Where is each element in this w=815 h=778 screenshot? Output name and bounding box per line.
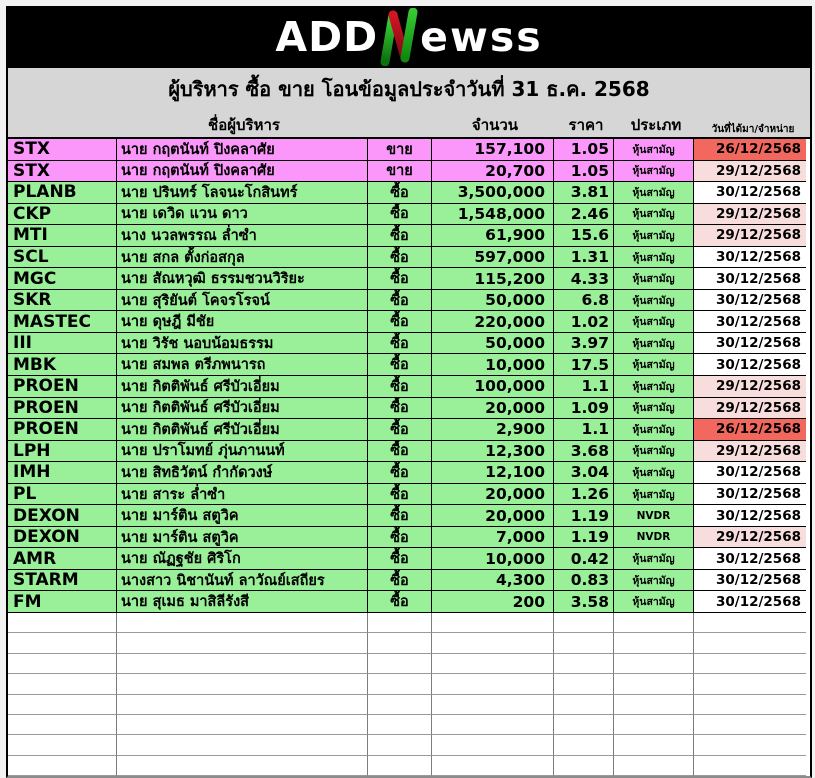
empty-cell bbox=[432, 695, 554, 715]
date-cell: 30/12/2568 bbox=[694, 505, 806, 527]
empty-cell bbox=[614, 756, 694, 776]
empty-cell bbox=[694, 695, 806, 715]
ticker-cell: PROEN bbox=[8, 419, 117, 441]
date-cell: 30/12/2568 bbox=[694, 591, 806, 613]
amount-cell: 10,000 bbox=[432, 548, 554, 570]
name-cell: นาย ปรินทร์ โลจนะโกสินทร์ bbox=[117, 182, 368, 204]
price-cell: 3.58 bbox=[554, 591, 614, 613]
name-cell: นาย สุเมธ มาสิลีรังสี bbox=[117, 591, 368, 613]
side-cell: ซื้อ bbox=[368, 333, 432, 355]
ticker-cell: SKR bbox=[8, 290, 117, 312]
empty-cell bbox=[117, 633, 368, 653]
empty-cell bbox=[694, 654, 806, 674]
name-cell: นาย กฤตนันท์ ปิงคลาศัย bbox=[117, 139, 368, 161]
table-row bbox=[8, 527, 810, 549]
price-cell: 1.19 bbox=[554, 505, 614, 527]
amount-cell: 100,000 bbox=[432, 376, 554, 398]
type-cell: หุ้นสามัญ bbox=[614, 247, 694, 269]
table-row bbox=[8, 376, 810, 398]
page bbox=[6, 6, 812, 775]
empty-cell bbox=[117, 613, 368, 633]
logo-text-add: ADD bbox=[275, 12, 379, 61]
amount-cell: 20,000 bbox=[432, 398, 554, 420]
amount-cell: 7,000 bbox=[432, 527, 554, 549]
type-cell: หุ้นสามัญ bbox=[614, 419, 694, 441]
side-cell: ซื้อ bbox=[368, 311, 432, 333]
name-cell: นาย สิทธิวัตน์ กำกัดวงษ์ bbox=[117, 462, 368, 484]
type-cell: หุ้นสามัญ bbox=[614, 376, 694, 398]
ticker-cell: MTI bbox=[8, 225, 117, 247]
date-cell: 26/12/2568 bbox=[694, 419, 806, 441]
empty-cell bbox=[432, 674, 554, 694]
empty-row bbox=[8, 715, 810, 735]
price-cell: 1.02 bbox=[554, 311, 614, 333]
empty-row bbox=[8, 735, 810, 755]
price-cell: 3.81 bbox=[554, 182, 614, 204]
table-row bbox=[8, 591, 810, 613]
ticker-cell: MBK bbox=[8, 354, 117, 376]
amount-cell: 3,500,000 bbox=[432, 182, 554, 204]
type-cell: หุ้นสามัญ bbox=[614, 204, 694, 226]
empty-cell bbox=[368, 735, 432, 755]
date-cell: 30/12/2568 bbox=[694, 182, 806, 204]
date-cell: 29/12/2568 bbox=[694, 225, 806, 247]
table-row bbox=[8, 354, 810, 376]
name-cell: นาย สกล ตั้งก่อสกุล bbox=[117, 247, 368, 269]
empty-cell bbox=[368, 715, 432, 735]
page-title: ผู้บริหาร ซื้อ ขาย โอนข้อมูลประจำวันที่ 31 ธ.ค. 2568 bbox=[168, 77, 650, 101]
empty-cell bbox=[8, 695, 117, 715]
price-cell: 1.05 bbox=[554, 161, 614, 183]
table-row bbox=[8, 311, 810, 333]
table-row bbox=[8, 333, 810, 355]
empty-row bbox=[8, 633, 810, 653]
table-row bbox=[8, 182, 810, 204]
empty-cell bbox=[432, 715, 554, 735]
empty-cell bbox=[694, 735, 806, 755]
empty-cell bbox=[554, 674, 614, 694]
ticker-cell: PL bbox=[8, 484, 117, 506]
price-cell: 1.1 bbox=[554, 376, 614, 398]
date-cell: 30/12/2568 bbox=[694, 484, 806, 506]
ticker-cell: STX bbox=[8, 139, 117, 161]
type-cell: หุ้นสามัญ bbox=[614, 333, 694, 355]
type-cell: หุ้นสามัญ bbox=[614, 182, 694, 204]
column-headers bbox=[8, 111, 810, 137]
name-cell: นาย ปราโมทย์ ภุ่นภานนท์ bbox=[117, 441, 368, 463]
name-cell: นาย กิตติพันธ์ ศรีบัวเอี่ยม bbox=[117, 376, 368, 398]
type-cell: หุ้นสามัญ bbox=[614, 398, 694, 420]
table-row bbox=[8, 419, 810, 441]
price-cell: 0.42 bbox=[554, 548, 614, 570]
side-cell: ซื้อ bbox=[368, 290, 432, 312]
empty-cell bbox=[614, 613, 694, 633]
price-cell: 3.97 bbox=[554, 333, 614, 355]
price-cell: 3.68 bbox=[554, 441, 614, 463]
empty-cell bbox=[694, 674, 806, 694]
type-cell: หุ้นสามัญ bbox=[614, 548, 694, 570]
empty-cell bbox=[117, 674, 368, 694]
amount-cell: 2,900 bbox=[432, 419, 554, 441]
empty-cell bbox=[432, 756, 554, 776]
name-cell: นาย กฤตนันท์ ปิงคลาศัย bbox=[117, 161, 368, 183]
price-cell: 17.5 bbox=[554, 354, 614, 376]
table-row bbox=[8, 505, 810, 527]
empty-cell bbox=[8, 613, 117, 633]
column-header-price: ราคา bbox=[568, 116, 604, 134]
empty-cell bbox=[368, 613, 432, 633]
name-cell: นาย สาระ ล่ำซำ bbox=[117, 484, 368, 506]
date-cell: 30/12/2568 bbox=[694, 268, 806, 290]
side-cell: ซื้อ bbox=[368, 505, 432, 527]
type-cell: หุ้นสามัญ bbox=[614, 462, 694, 484]
ticker-cell: AMR bbox=[8, 548, 117, 570]
ticker-cell: PROEN bbox=[8, 398, 117, 420]
empty-cell bbox=[432, 613, 554, 633]
side-cell: ซื้อ bbox=[368, 548, 432, 570]
name-cell: นางสาว นิชานันท์ ลาวัณย์เสถียร bbox=[117, 570, 368, 592]
type-cell: NVDR bbox=[614, 527, 694, 549]
empty-cell bbox=[8, 633, 117, 653]
empty-cell bbox=[554, 633, 614, 653]
price-cell: 1.26 bbox=[554, 484, 614, 506]
side-cell: ซื้อ bbox=[368, 441, 432, 463]
side-cell: ขาย bbox=[368, 161, 432, 183]
name-cell: นาย ณัฏฐชัย ศิริโก bbox=[117, 548, 368, 570]
empty-row bbox=[8, 654, 810, 674]
table-row bbox=[8, 484, 810, 506]
empty-cell bbox=[554, 613, 614, 633]
empty-cell bbox=[554, 735, 614, 755]
table-row bbox=[8, 290, 810, 312]
column-header-amount: จำนวน bbox=[471, 116, 519, 134]
amount-cell: 157,100 bbox=[432, 139, 554, 161]
date-cell: 29/12/2568 bbox=[694, 376, 806, 398]
empty-cell bbox=[8, 674, 117, 694]
type-cell: หุ้นสามัญ bbox=[614, 354, 694, 376]
name-cell: นาย มาร์ติน สตูวิค bbox=[117, 505, 368, 527]
date-cell: 30/12/2568 bbox=[694, 333, 806, 355]
type-cell: หุ้นสามัญ bbox=[614, 591, 694, 613]
empty-cell bbox=[432, 633, 554, 653]
price-cell: 1.31 bbox=[554, 247, 614, 269]
side-cell: ซื้อ bbox=[368, 462, 432, 484]
column-header-date: วันที่ได้มา/จำหน่าย bbox=[711, 124, 795, 135]
name-cell: นาย สัณหวุฒิ ธรรมชวนวิริยะ bbox=[117, 268, 368, 290]
table-row bbox=[8, 247, 810, 269]
side-cell: ขาย bbox=[368, 139, 432, 161]
date-cell: 30/12/2568 bbox=[694, 548, 806, 570]
date-cell: 30/12/2568 bbox=[694, 462, 806, 484]
price-cell: 15.6 bbox=[554, 225, 614, 247]
empty-cell bbox=[554, 715, 614, 735]
table-row bbox=[8, 268, 810, 290]
empty-cell bbox=[368, 756, 432, 776]
ticker-cell: PLANB bbox=[8, 182, 117, 204]
amount-cell: 61,900 bbox=[432, 225, 554, 247]
empty-cell bbox=[614, 674, 694, 694]
empty-grid-rows bbox=[6, 613, 812, 778]
price-cell: 4.33 bbox=[554, 268, 614, 290]
price-cell: 6.8 bbox=[554, 290, 614, 312]
type-cell: หุ้นสามัญ bbox=[614, 268, 694, 290]
amount-cell: 10,000 bbox=[432, 354, 554, 376]
empty-row bbox=[8, 674, 810, 694]
type-cell: หุ้นสามัญ bbox=[614, 311, 694, 333]
ticker-cell: STARM bbox=[8, 570, 117, 592]
empty-cell bbox=[614, 633, 694, 653]
logo-n-icon bbox=[376, 8, 422, 66]
type-cell: NVDR bbox=[614, 505, 694, 527]
amount-cell: 50,000 bbox=[432, 290, 554, 312]
date-cell: 29/12/2568 bbox=[694, 204, 806, 226]
ticker-cell: DEXON bbox=[8, 505, 117, 527]
empty-cell bbox=[368, 633, 432, 653]
side-cell: ซื้อ bbox=[368, 376, 432, 398]
name-cell: นาย มาร์ติน สตูวิค bbox=[117, 527, 368, 549]
empty-cell bbox=[614, 715, 694, 735]
ticker-cell: III bbox=[8, 333, 117, 355]
empty-row bbox=[8, 756, 810, 776]
name-cell: นาย เดวิด แวน ดาว bbox=[117, 204, 368, 226]
amount-cell: 20,000 bbox=[432, 484, 554, 506]
amount-cell: 115,200 bbox=[432, 268, 554, 290]
ticker-cell: MGC bbox=[8, 268, 117, 290]
side-cell: ซื้อ bbox=[368, 225, 432, 247]
table-row bbox=[8, 204, 810, 226]
date-cell: 30/12/2568 bbox=[694, 290, 806, 312]
table-row bbox=[8, 462, 810, 484]
empty-row bbox=[8, 695, 810, 715]
ticker-cell: STX bbox=[8, 161, 117, 183]
price-cell: 2.46 bbox=[554, 204, 614, 226]
empty-cell bbox=[694, 613, 806, 633]
table-row bbox=[8, 398, 810, 420]
amount-cell: 4,300 bbox=[432, 570, 554, 592]
ticker-cell: MASTEC bbox=[8, 311, 117, 333]
amount-cell: 50,000 bbox=[432, 333, 554, 355]
empty-cell bbox=[8, 756, 117, 776]
amount-cell: 20,000 bbox=[432, 505, 554, 527]
logo-banner bbox=[6, 6, 812, 68]
date-cell: 30/12/2568 bbox=[694, 247, 806, 269]
side-cell: ซื้อ bbox=[368, 268, 432, 290]
amount-cell: 200 bbox=[432, 591, 554, 613]
ticker-cell: DEXON bbox=[8, 527, 117, 549]
price-cell: 1.05 bbox=[554, 139, 614, 161]
date-cell: 26/12/2568 bbox=[694, 139, 806, 161]
table-row bbox=[8, 548, 810, 570]
type-cell: หุ้นสามัญ bbox=[614, 161, 694, 183]
ticker-cell: CKP bbox=[8, 204, 117, 226]
empty-cell bbox=[554, 654, 614, 674]
date-cell: 30/12/2568 bbox=[694, 311, 806, 333]
ticker-cell: PROEN bbox=[8, 376, 117, 398]
date-cell: 29/12/2568 bbox=[694, 398, 806, 420]
side-cell: ซื้อ bbox=[368, 247, 432, 269]
table-row bbox=[8, 570, 810, 592]
price-cell: 3.04 bbox=[554, 462, 614, 484]
name-cell: นาย กิตติพันธ์ ศรีบัวเอี่ยม bbox=[117, 419, 368, 441]
side-cell: ซื้อ bbox=[368, 204, 432, 226]
empty-cell bbox=[8, 654, 117, 674]
date-cell: 30/12/2568 bbox=[694, 354, 806, 376]
amount-cell: 1,548,000 bbox=[432, 204, 554, 226]
empty-cell bbox=[694, 633, 806, 653]
table-header bbox=[6, 68, 812, 137]
empty-cell bbox=[368, 695, 432, 715]
name-cell: นาย สมพล ตรีภพนารถ bbox=[117, 354, 368, 376]
date-cell: 29/12/2568 bbox=[694, 161, 806, 183]
column-header-type: ประเภท bbox=[630, 116, 682, 134]
side-cell: ซื้อ bbox=[368, 527, 432, 549]
empty-cell bbox=[432, 735, 554, 755]
type-cell: หุ้นสามัญ bbox=[614, 225, 694, 247]
empty-cell bbox=[117, 654, 368, 674]
type-cell: หุ้นสามัญ bbox=[614, 484, 694, 506]
data-table bbox=[6, 137, 812, 613]
price-cell: 1.19 bbox=[554, 527, 614, 549]
column-header-name: ชื่อผู้บริหาร bbox=[208, 116, 280, 134]
empty-cell bbox=[117, 695, 368, 715]
empty-cell bbox=[8, 715, 117, 735]
table-row bbox=[8, 139, 810, 161]
date-cell: 29/12/2568 bbox=[694, 441, 806, 463]
name-cell: นาย กิตติพันธ์ ศรีบัวเอี่ยม bbox=[117, 398, 368, 420]
empty-cell bbox=[614, 695, 694, 715]
price-cell: 1.1 bbox=[554, 419, 614, 441]
empty-cell bbox=[8, 735, 117, 755]
ticker-cell: FM bbox=[8, 591, 117, 613]
table-row bbox=[8, 441, 810, 463]
empty-cell bbox=[694, 756, 806, 776]
empty-cell bbox=[117, 715, 368, 735]
ticker-cell: SCL bbox=[8, 247, 117, 269]
type-cell: หุ้นสามัญ bbox=[614, 139, 694, 161]
name-cell: นาย ดุษฎี มีชัย bbox=[117, 311, 368, 333]
side-cell: ซื้อ bbox=[368, 354, 432, 376]
side-cell: ซื้อ bbox=[368, 419, 432, 441]
amount-cell: 220,000 bbox=[432, 311, 554, 333]
empty-cell bbox=[432, 654, 554, 674]
name-cell: นาง นวลพรรณ ล่ำซำ bbox=[117, 225, 368, 247]
empty-cell bbox=[117, 735, 368, 755]
empty-cell bbox=[368, 654, 432, 674]
amount-cell: 12,100 bbox=[432, 462, 554, 484]
price-cell: 1.09 bbox=[554, 398, 614, 420]
ticker-cell: IMH bbox=[8, 462, 117, 484]
table-row bbox=[8, 225, 810, 247]
amount-cell: 597,000 bbox=[432, 247, 554, 269]
table-row bbox=[8, 161, 810, 183]
side-cell: ซื้อ bbox=[368, 570, 432, 592]
empty-cell bbox=[554, 695, 614, 715]
price-cell: 0.83 bbox=[554, 570, 614, 592]
empty-row bbox=[8, 613, 810, 633]
side-cell: ซื้อ bbox=[368, 182, 432, 204]
type-cell: หุ้นสามัญ bbox=[614, 290, 694, 312]
type-cell: หุ้นสามัญ bbox=[614, 570, 694, 592]
date-cell: 30/12/2568 bbox=[694, 570, 806, 592]
amount-cell: 12,300 bbox=[432, 441, 554, 463]
date-cell: 29/12/2568 bbox=[694, 527, 806, 549]
empty-cell bbox=[694, 715, 806, 735]
amount-cell: 20,700 bbox=[432, 161, 554, 183]
side-cell: ซื้อ bbox=[368, 398, 432, 420]
empty-cell bbox=[554, 756, 614, 776]
type-cell: หุ้นสามัญ bbox=[614, 441, 694, 463]
side-cell: ซื้อ bbox=[368, 591, 432, 613]
empty-cell bbox=[368, 674, 432, 694]
logo-text-ewss: ewss bbox=[420, 12, 543, 61]
name-cell: นาย วิรัช นอบน้อมธรรม bbox=[117, 333, 368, 355]
addnewss-logo bbox=[275, 8, 542, 66]
name-cell: นาย สุริยันต์ โคจรโรจน์ bbox=[117, 290, 368, 312]
side-cell: ซื้อ bbox=[368, 484, 432, 506]
empty-cell bbox=[614, 735, 694, 755]
empty-cell bbox=[614, 654, 694, 674]
empty-cell bbox=[117, 756, 368, 776]
ticker-cell: LPH bbox=[8, 441, 117, 463]
